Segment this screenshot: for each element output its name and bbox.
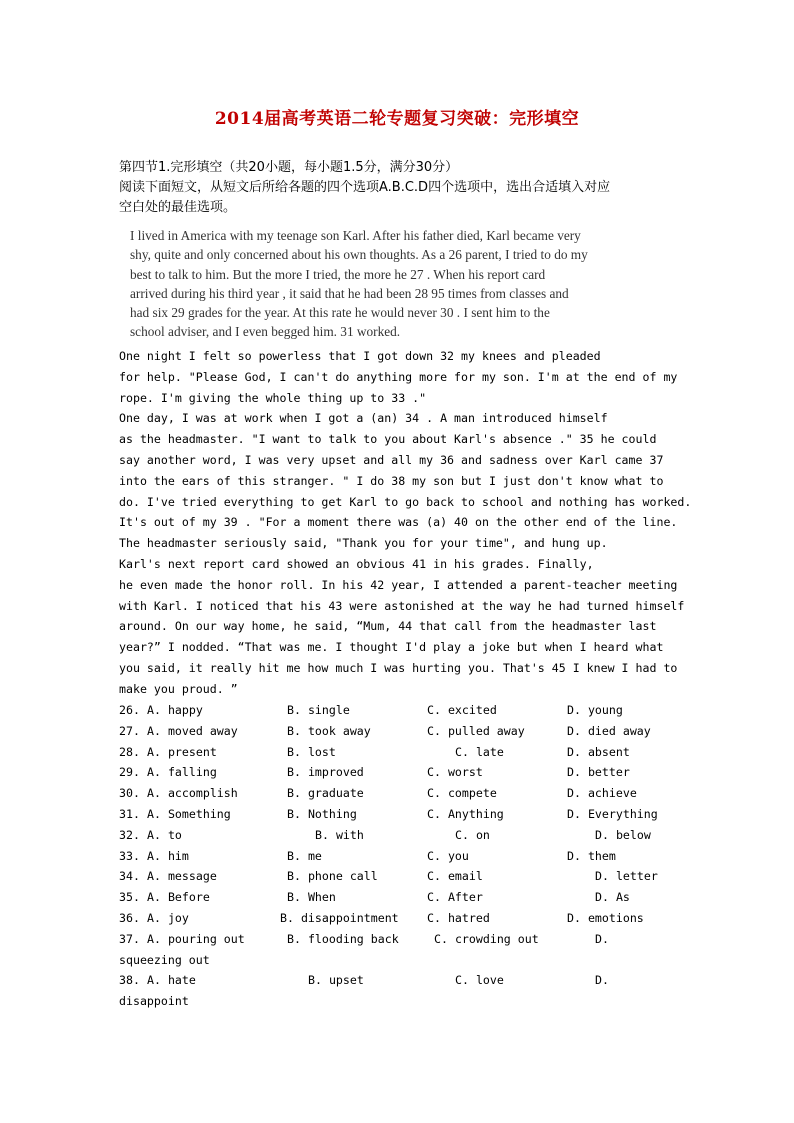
- question-number: 31.: [119, 806, 140, 821]
- passage-line: into the ears of this stranger. " I do 38 my son but I just don't know what to: [119, 473, 664, 488]
- passage-body: [119, 346, 692, 700]
- option-d: D. achieve: [567, 786, 637, 801]
- instruction-line: 阅读下面短文，从短文后所给各题的四个选项A.B.C.D四个选项中，选出合适填入对应: [119, 180, 611, 195]
- passage-line: It's out of my 39 . "For a moment there was (a) 40 on the other end of the line.: [119, 515, 678, 530]
- passage-line: One day, I was at work when I got a (an) 34 . A man introduced himself: [119, 411, 608, 426]
- option-row-36: [119, 908, 679, 929]
- option-b: B. took away: [287, 723, 371, 738]
- question-number: 29.: [119, 765, 140, 780]
- passage-line: rope. I'm giving the whole thing up to 33 .": [119, 390, 427, 405]
- option-b: B. with: [315, 827, 364, 842]
- option-b: B. me: [287, 848, 322, 863]
- option-row-31: [119, 804, 679, 825]
- option-row-30: [119, 783, 679, 804]
- option-c: C. crowding out: [434, 931, 539, 946]
- question-number: 38.: [119, 973, 140, 988]
- option-row-29: [119, 762, 679, 783]
- option-row-32: [119, 825, 679, 846]
- passage-line: as the headmaster. "I want to talk to you about Karl's absence ." 35 he could: [119, 432, 657, 447]
- question-number: 28.: [119, 744, 140, 759]
- option-d: D. Everything: [567, 806, 658, 821]
- option-a: A. message: [147, 869, 217, 884]
- option-b: B. disappointment: [280, 910, 399, 925]
- passage-line: make you proud. ”: [119, 681, 238, 696]
- option-row-37: [119, 929, 679, 950]
- question-number: 26.: [119, 703, 140, 717]
- option-d-continuation: disappoint: [119, 994, 189, 1009]
- option-c: C. pulled away: [427, 723, 525, 738]
- answer-options: [119, 700, 679, 1012]
- option-d: D. better: [567, 765, 630, 780]
- passage-line: I lived in America with my teenage son Karl. After his father died, Karl became very: [130, 228, 581, 243]
- option-a: A. joy: [147, 910, 189, 925]
- option-c: C. late: [455, 744, 504, 759]
- option-a: A. falling: [147, 765, 217, 780]
- option-c: C. Anything: [427, 806, 504, 821]
- option-d: D. absent: [567, 744, 630, 759]
- passage-line: arrived during his third year , it said that he had been 28 95 times from classes and: [130, 285, 569, 301]
- passage-line: do. I've tried everything to get Karl to go back to school and nothing has worked.: [119, 494, 692, 509]
- question-number: 36.: [119, 910, 140, 925]
- passage-line: Karl's next report card showed an obvious 41 in his grades. Finally,: [119, 556, 594, 571]
- option-a: A. to: [147, 827, 182, 842]
- option-c: C. email: [427, 869, 483, 884]
- page-title: 2014届高考英语二轮专题复习突破：完形填空: [214, 109, 580, 129]
- passage-line: One night I felt so powerless that I got down 32 my knees and pleaded: [119, 349, 601, 363]
- question-number: 27.: [119, 723, 140, 738]
- question-number: 33.: [119, 848, 140, 863]
- option-b: B. flooding back: [287, 931, 399, 946]
- option-b: B. improved: [287, 765, 364, 780]
- option-b: B. single: [287, 703, 350, 717]
- section-instructions: [119, 158, 679, 218]
- option-b: B. graduate: [287, 786, 364, 801]
- option-d: D.: [595, 973, 609, 988]
- option-c: C. After: [427, 890, 483, 905]
- question-number: 37.: [119, 931, 140, 946]
- option-b: B. phone call: [287, 869, 378, 884]
- option-d: D. letter: [595, 869, 658, 884]
- option-a: A. moved away: [147, 723, 238, 738]
- passage-line: around. On our way home, he said, “Mum, 44 that call from the headmaster last: [119, 619, 657, 634]
- passage-line: had six 29 grades for the year. At this rate he would never 30 . I sent him to the: [130, 305, 550, 321]
- option-d: D. young: [567, 703, 623, 717]
- option-c: C. worst: [427, 765, 483, 780]
- option-a: A. happy: [147, 703, 203, 717]
- passage-line: The headmaster seriously said, "Thank you for your time", and hung up.: [119, 536, 608, 551]
- option-row-27: [119, 721, 679, 742]
- option-row-33: [119, 846, 679, 867]
- passage-first-paragraph: [130, 226, 670, 342]
- option-d: D. below: [595, 827, 651, 842]
- option-a: A. pouring out: [147, 931, 245, 946]
- option-row-35: [119, 887, 679, 908]
- question-number: 30.: [119, 786, 140, 801]
- option-a: A. present: [147, 744, 217, 759]
- option-a: A. Something: [147, 806, 231, 821]
- option-row-34: [119, 866, 679, 887]
- passage-line: you said, it really hit me how much I was hurting you. That's 45 I knew I had to: [119, 660, 678, 675]
- option-a: A. hate: [147, 973, 196, 988]
- passage-line: school adviser, and I even begged him. 31 worked.: [130, 324, 401, 340]
- passage-line: say another word, I was very upset and all my 36 and sadness over Karl came 37: [119, 452, 664, 467]
- option-b: B. upset: [308, 973, 364, 988]
- question-number: 32.: [119, 827, 140, 842]
- option-b: B. Nothing: [287, 806, 357, 821]
- option-a: A. accomplish: [147, 786, 238, 801]
- option-b: B. When: [287, 890, 336, 905]
- option-c: C. hatred: [427, 910, 490, 925]
- passage-line: year?” I nodded. “That was me. I thought I'd play a joke but when I heard what: [119, 640, 664, 655]
- option-d: D. As: [595, 890, 630, 905]
- option-row-28: [119, 742, 679, 763]
- option-d: D. died away: [567, 723, 651, 738]
- instruction-line: 空白处的最佳选项。: [119, 200, 237, 215]
- option-a: A. him: [147, 848, 189, 863]
- option-row-38: [119, 970, 679, 991]
- passage-line: shy, quite and only concerned about his own thoughts. As a 26 parent, I tried to do my: [130, 247, 588, 263]
- question-number: 34.: [119, 869, 140, 884]
- option-c: C. on: [455, 827, 490, 842]
- option-c: C. excited: [427, 703, 497, 717]
- option-d: D.: [595, 931, 609, 946]
- passage-line: he even made the honor roll. In his 42 year, I attended a parent-teacher meeting: [119, 577, 678, 592]
- passage-line: with Karl. I noticed that his 43 were astonished at the way he had turned himself: [119, 598, 685, 613]
- option-d: D. them: [567, 848, 616, 863]
- passage-line: best to talk to him. But the more I tried, the more he 27 . When his report card: [130, 266, 546, 282]
- option-b: B. lost: [287, 744, 336, 759]
- question-number: 35.: [119, 890, 140, 905]
- option-d: D. emotions: [567, 910, 644, 925]
- option-a: A. Before: [147, 890, 210, 905]
- passage-line: for help. "Please God, I can't do anything more for my son. I'm at the end of my: [119, 369, 678, 384]
- option-c: C. you: [427, 848, 469, 863]
- option-c: C. love: [455, 973, 504, 988]
- section-heading: 第四节1.完形填空（共20小题，每小题1.5分，满分30分）: [119, 160, 459, 175]
- option-d-continuation: squeezing out: [119, 952, 210, 967]
- option-c: C. compete: [427, 786, 497, 801]
- option-row-26: [119, 700, 679, 721]
